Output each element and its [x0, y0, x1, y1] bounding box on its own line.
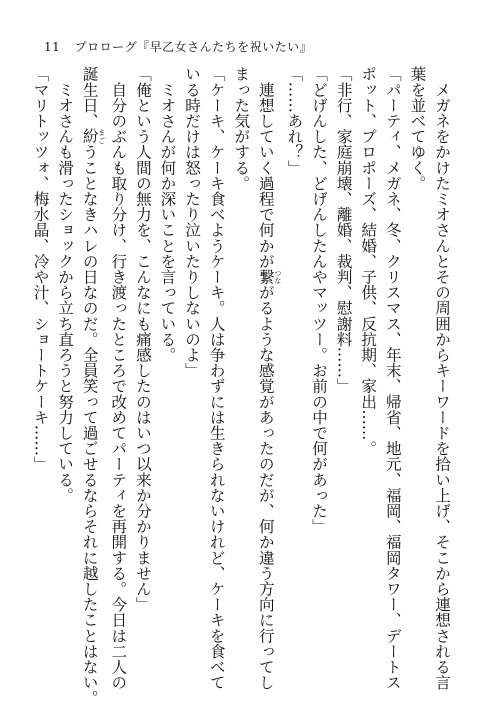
- text-line: 「ケーキ、ケーキ食べようケーキ。人は争わずには生きられないけれど、ケーキを食べて: [207, 66, 226, 690]
- ruby-reading: つな: [273, 268, 282, 285]
- text-line: ミオさんも滑ったショックから立ち直ろうと努力している。: [56, 66, 75, 503]
- text-line: 「パーティ、メガネ、冬、クリスマス、年末、帰省、地元、福岡、福岡タワー、デートス: [383, 66, 402, 690]
- text-line: 「非行、家庭崩壊、離婚、裁判、慰謝料……」: [334, 66, 353, 394]
- page-number: 11: [44, 40, 61, 54]
- text-line: 自分のぶんも取り分け、行き渡ったところで改めてパーティを再開する。今日は二人の: [109, 66, 128, 690]
- text-line: メガネをかけたミオさんとその周囲からキーワードを拾い上げ、そこから連想される言: [433, 66, 451, 690]
- text-line: 「マリトッツォ、梅水晶、冷や汁、ショートケーキ……」: [31, 66, 50, 472]
- text-line ruby-line-magau: 誕生日、紛 まごうことなきハレの日なのだ。全員笑って過ごせるならそれに越したことはない。: [80, 66, 106, 706]
- ruby-reading: まご: [97, 128, 106, 144]
- text-line: 「……あれ？」: [285, 66, 304, 176]
- chapter-title: プロローグ『早乙女さんたちを祝いたい』: [74, 40, 313, 54]
- text-line: ミオさんが何か深いことを言っている。: [158, 66, 177, 363]
- vertical-body-text: [31, 66, 454, 706]
- text-line: ポット、プロポーズ、結婚、子供、反抗期、家出……。: [359, 66, 378, 456]
- ruby-annotation: 紛 まご: [80, 128, 106, 145]
- text-line: 「俺という人間の無力を、こんなにも痛感したのはいつ以来か分かりません」: [133, 66, 152, 612]
- running-header: [44, 38, 312, 55]
- text-line: 「どげんした、どげんしたんやマッツー。お前の中で何があった」: [310, 66, 329, 534]
- text-line: まった気がする。: [232, 66, 251, 191]
- text-line: いる時だけは怒ったり泣いたりしないのよ」: [183, 66, 202, 378]
- text-line: 葉を並べてゆく。: [408, 66, 427, 191]
- text-line ruby-line-tsuna: 連想していく過程で何かが繋 つながるような感覚があったのだが、何か違う方向に行ってし: [256, 66, 282, 691]
- ruby-annotation: 繋 つな: [256, 268, 282, 285]
